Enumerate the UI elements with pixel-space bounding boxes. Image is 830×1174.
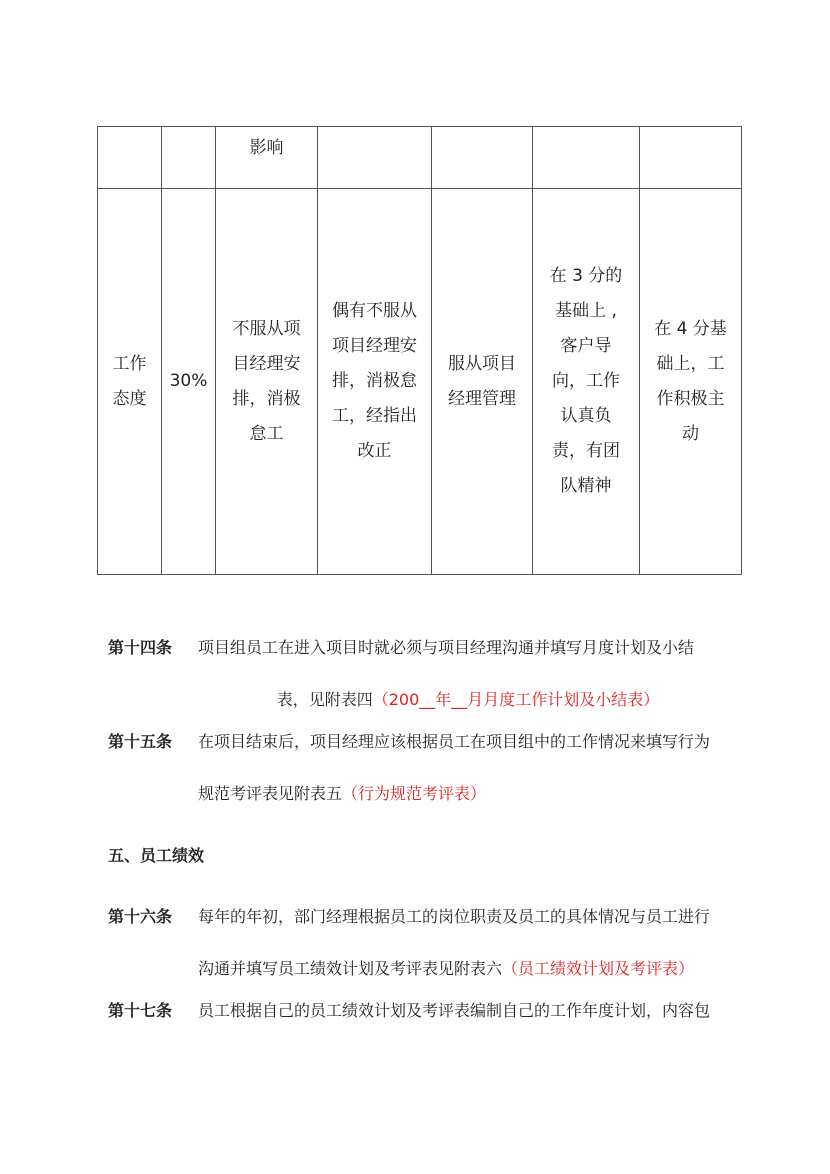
clause-text-prefix: 表，见附表四 — [276, 690, 373, 709]
clause-number: 第十五条 — [108, 732, 173, 751]
weight-cell: 30% — [162, 189, 216, 575]
evaluation-table — [97, 126, 742, 575]
clause-text: 项目组员工在进入项目时就必须与项目经理沟通并填写月度计划及小结 — [198, 638, 695, 657]
clause-text-cont — [198, 775, 486, 813]
clause-number: 第十七条 — [108, 1001, 173, 1020]
table-cell — [533, 127, 640, 189]
appendix-reference: （员工绩效计划及考评表） — [502, 959, 695, 978]
level2-cell: 偶有不服从 项目经理安 排，消极怠 工，经指出 改正 — [318, 189, 432, 575]
appendix-reference: （行为规范考评表） — [342, 784, 487, 803]
table-cell — [98, 127, 162, 189]
category-cell: 工作 态度 — [98, 189, 162, 575]
table-cell — [162, 127, 216, 189]
level5-cell: 在 4 分基 础上，工 作积极主 动 — [640, 189, 742, 575]
level3-cell: 服从项目 经理管理 — [432, 189, 533, 575]
level1-cell: 不服从项 目经理安 排，消极 怠工 — [216, 189, 318, 575]
clause-text-prefix: 沟通并填写员工绩效计划及考评表见附表六 — [198, 959, 503, 978]
table-cell: 影响 — [216, 127, 318, 189]
section-title: 五、员工绩效 — [108, 846, 205, 865]
table-row — [98, 127, 742, 189]
clause-number: 第十四条 — [108, 638, 173, 657]
clause-text: 在项目结束后，项目经理应该根据员工在项目组中的工作情况来填写行为 — [198, 732, 711, 751]
clause-number: 第十六条 — [108, 907, 173, 926]
appendix-reference: （200__年__月月度工作计划及小结表） — [372, 690, 660, 709]
clause-text-cont — [198, 950, 694, 988]
clause-text-prefix: 规范考评表见附表五 — [198, 784, 343, 803]
clause-text: 员工根据自己的员工绩效计划及考评表编制自己的工作年度计划，内容包 — [198, 1001, 711, 1020]
table-cell — [318, 127, 432, 189]
table-cell — [640, 127, 742, 189]
level4-cell: 在 3 分的 基础上 , 客户导 向，工作 认真负 责，有团 队精神 — [533, 189, 640, 575]
table-row — [98, 189, 742, 575]
clause-text-cont — [198, 681, 738, 719]
clause-text: 每年的年初，部门经理根据员工的岗位职责及员工的具体情况与员工进行 — [198, 907, 711, 926]
table-cell — [432, 127, 533, 189]
